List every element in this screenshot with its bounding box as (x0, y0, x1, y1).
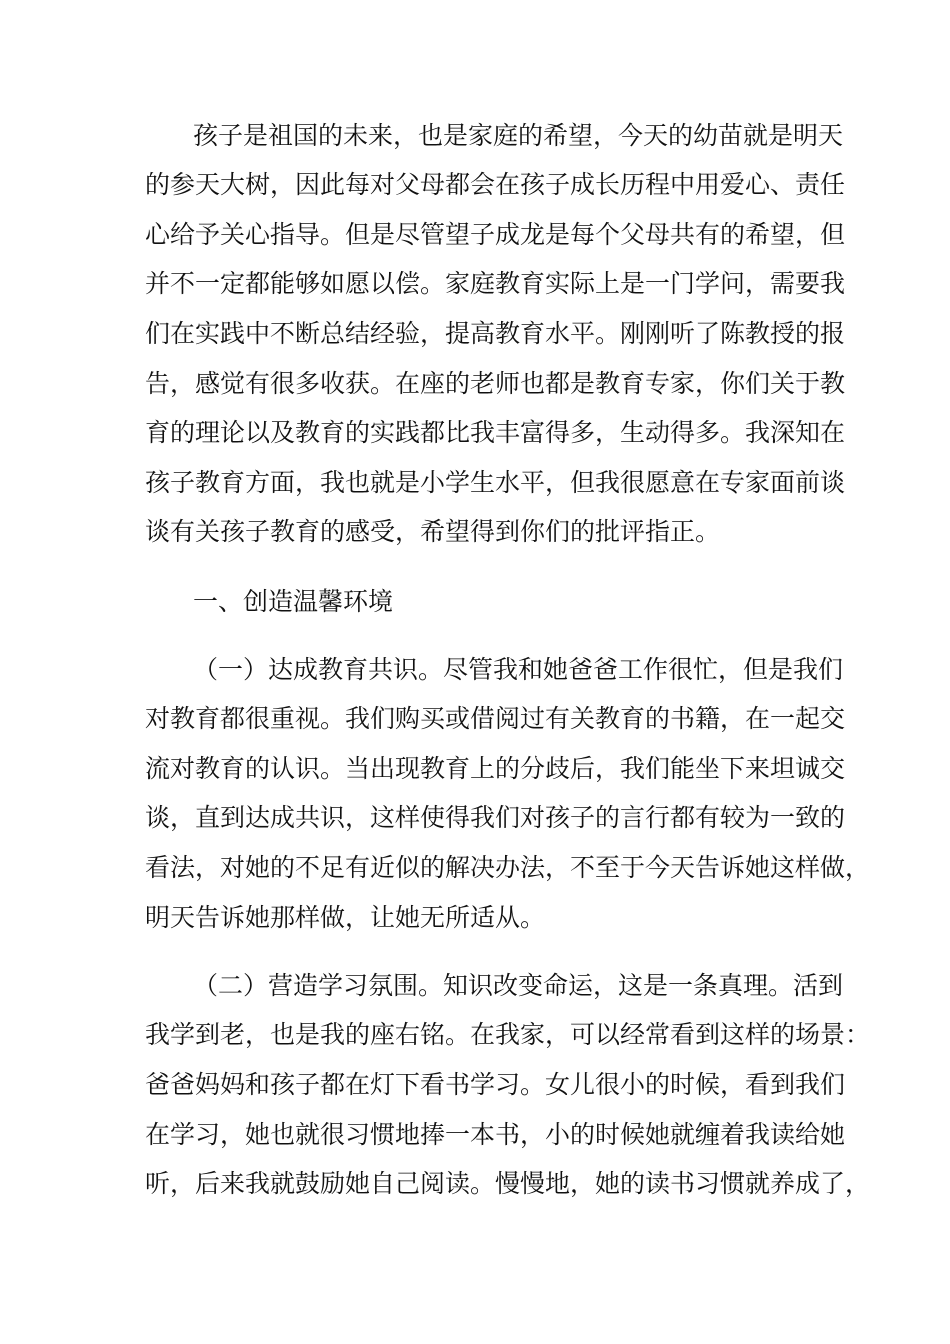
text-line: 流对教育的认识。当出现教育上的分歧后，我们能坐下来坦诚交 (145, 754, 846, 783)
text-line: 我学到老，也是我的座右铭。在我家，可以经常看到这样的场景： (145, 1020, 871, 1049)
text-line: 们在实践中不断总结经验，提高教育水平。刚刚听了陈教授的报 (145, 319, 846, 348)
text-line: 的参天大树，因此每对父母都会在孩子成长历程中用爱心、责任 (145, 170, 846, 199)
text-line: 对教育都很重视。我们购买或借阅过有关教育的书籍，在一起交 (145, 704, 846, 733)
text-line: 孩子教育方面，我也就是小学生水平，但我很愿意在专家面前谈 (145, 468, 846, 497)
text-line: 听，后来我就鼓励她自己阅读。慢慢地，她的读书习惯就养成了， (145, 1169, 871, 1198)
text-line: 心给予关心指导。但是尽管望子成龙是每个父母共有的希望，但 (145, 220, 846, 249)
text-line: 孩子是祖国的未来，也是家庭的希望，今天的幼苗就是明天 (193, 121, 844, 150)
text-line: 爸爸妈妈和孩子都在灯下看书学习。女儿很小的时候，看到我们 (145, 1070, 846, 1099)
text-line: 明天告诉她那样做，让她无所适从。 (145, 903, 546, 932)
heading-text: 一、创造温馨环境 (193, 587, 394, 616)
text-line: 告，感觉有很多收获。在座的老师也都是教育专家，你们关于教 (145, 369, 846, 398)
text-line: 并不一定都能够如愿以偿。家庭教育实际上是一门学问，需要我 (145, 269, 846, 298)
text-line: （一）达成教育共识。尽管我和她爸爸工作很忙，但是我们 (193, 655, 844, 684)
text-line: 谈有关孩子教育的感受，希望得到你们的批评指正。 (145, 517, 721, 546)
text-line: （二）营造学习氛围。知识改变命运，这是一条真理。活到 (193, 971, 844, 1000)
text-line: 育的理论以及教育的实践都比我丰富得多，生动得多。我深知在 (145, 418, 846, 447)
text-line: 在学习，她也就很习惯地捧一本书，小的时候她就缠着我读给她 (145, 1120, 846, 1149)
text-line: 看法，对她的不足有近似的解决办法，不至于今天告诉她这样做， (145, 853, 871, 882)
text-line: 谈，直到达成共识，这样使得我们对孩子的言行都有较为一致的 (145, 803, 846, 832)
